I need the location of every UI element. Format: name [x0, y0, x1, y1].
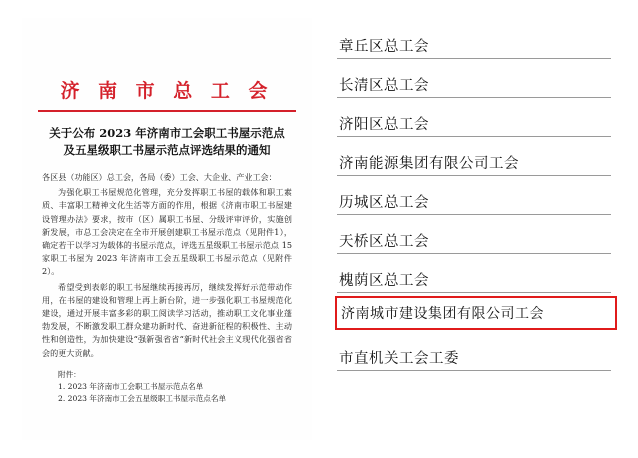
- attachments-block: [42, 369, 292, 405]
- document-title-line-2: 及五星级职工书屋示范点评选结果的通知: [63, 143, 271, 157]
- list-item-label: 济阳区总工会: [339, 117, 429, 133]
- list-item[interactable]: [335, 59, 617, 98]
- list-item[interactable]: [335, 215, 617, 254]
- attachments-label: 附件：: [58, 369, 81, 379]
- list-item[interactable]: [335, 98, 617, 137]
- list-item[interactable]: [335, 176, 617, 215]
- document-body: [42, 171, 292, 360]
- list-item-label: 济南能源集团有限公司工会: [339, 156, 519, 172]
- list-item-label: 章丘区总工会: [339, 39, 429, 55]
- list-item-label: 济南城市建设集团有限公司工会: [341, 305, 544, 322]
- list-item-underline: [337, 370, 611, 371]
- list-item-label: 槐荫区总工会: [339, 273, 429, 289]
- list-item[interactable]: [335, 137, 617, 176]
- body-paragraph: 希望受到表彰的职工书屋继续再接再厉，继续发挥好示范带动作用，在书屋的建设和管理上再上新台阶，进一步强化职工书屋规范化建设，通过开展丰富多彩的职工阅读学习活动，推动职工文化事业蓬勃发展，不断激发职工群众建功新时代、奋进新征程的积极性、主动性和创造性，为加快建设“强新强省省“新时代社会主义现代化强省省会的更大贡献。: [42, 281, 292, 358]
- list-item-underline: [337, 292, 611, 293]
- document-title-line-1: 关于公布 2023 年济南市工会职工书屋示范点: [49, 126, 285, 140]
- document-title: [36, 125, 298, 159]
- attachment-item: 2. 2023 年济南市工会五星级职工书屋示范点名单: [58, 393, 227, 403]
- list-item-label: 天桥区总工会: [339, 234, 429, 250]
- list-item-label: 市直机关工会工委: [339, 351, 459, 367]
- body-paragraph: 为强化职工书屋规范化管理，充分发挥职工书屋的载体和职工素质、丰富职工精神文化生活等方面的作用，根据《济南市职工书屋建设管理办法》要求，按市（区）属职工书屋、分级评审评价，实施创新发展，市总工会决定在全市开展创建职工书屋示范点（见附件1），确定若干以学习为载体的书屋示范点，评选五星级职工书屋示范点 15 家职工书屋为 2023 年济南市工会五星级职工书屋示范点（见附件2）。: [42, 187, 292, 277]
- organization-list: [335, 20, 617, 438]
- list-item-label: 历城区总工会: [339, 195, 429, 211]
- attachment-item: 1. 2023 年济南市工会职工书屋示范点名单: [58, 381, 204, 391]
- list-item[interactable]: [335, 20, 617, 59]
- issuing-organization-header: 济 南 市 总 工 会: [60, 80, 274, 102]
- list-item[interactable]: [335, 332, 617, 371]
- list-item[interactable]: [335, 254, 617, 293]
- document-page: [22, 18, 312, 440]
- list-item-selected[interactable]: [335, 296, 617, 330]
- header-divider-rule: [38, 110, 296, 112]
- list-item-label: 长清区总工会: [339, 78, 429, 94]
- body-paragraph: 各区县（功能区）总工会，各局（委）工会、大企业、产业工会：: [42, 172, 277, 182]
